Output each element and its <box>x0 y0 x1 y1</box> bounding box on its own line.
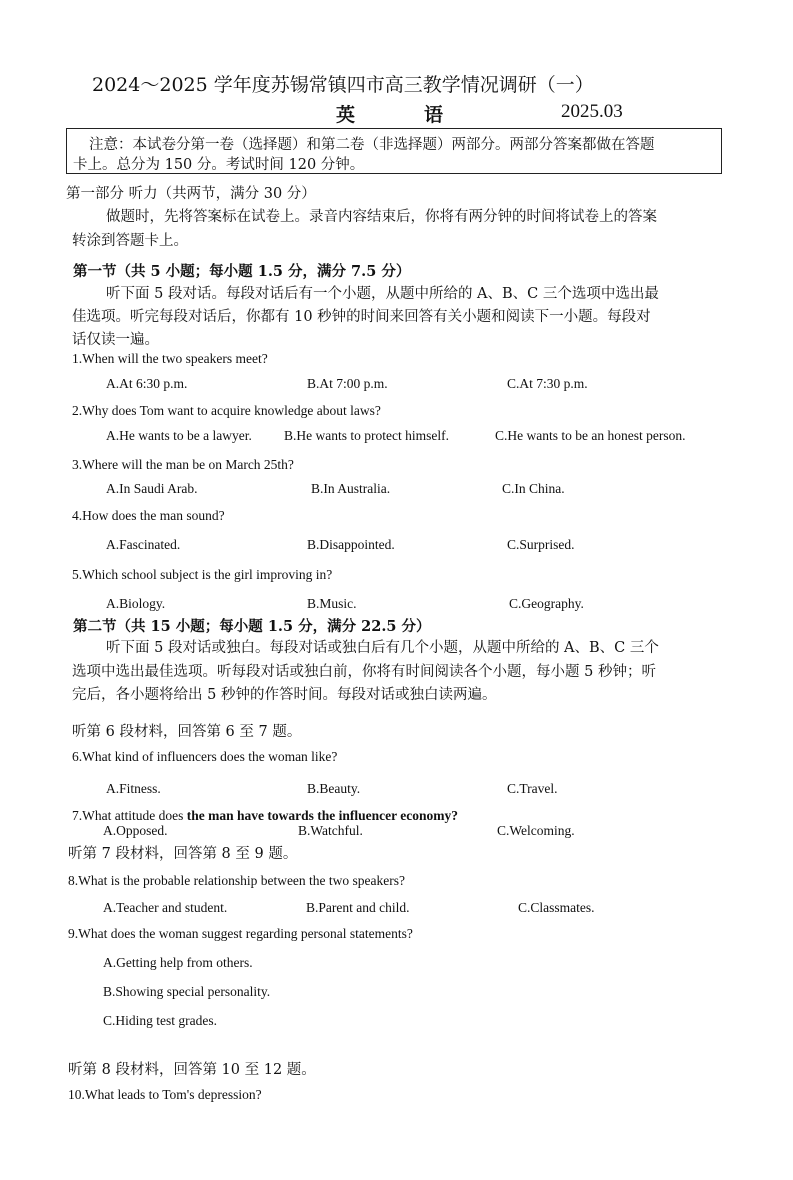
q8-option-c: C.Classmates. <box>518 900 595 915</box>
part1-heading: 第一部分 听力（共两节，满分 30 分） <box>66 186 316 202</box>
q7-stem-start: 7.What attitude does <box>72 808 187 823</box>
q7-stem-bold: the man have towards the influencer economy? <box>186 808 458 823</box>
q3-option-b: B.In Australia. <box>311 481 391 496</box>
section2-intro-2: 选项中选出最佳选项。听每段对话或独白前，你将有时间阅读各个小题，每小题 5 秒钟；听 <box>72 664 656 680</box>
material-8-label: 听第 8 段材料，回答第 10 至 12 题。 <box>68 1062 316 1078</box>
notice-line-1: 注意：本试卷分第一卷（选择题）和第二卷（非选择题）两部分。两部分答案都做在答题 <box>89 137 655 153</box>
q5-stem: 5.Which school subject is the girl improving in? <box>72 567 333 582</box>
q2-option-a: A.He wants to be a lawyer. <box>106 428 252 443</box>
exam-date: 2025.03 <box>561 101 623 122</box>
q8-option-b: B.Parent and child. <box>306 900 410 915</box>
section1-heading: 第一节（共 5 小题；每小题 1.5 分，满分 7.5 分） <box>73 263 411 280</box>
q3-stem: 3.Where will the man be on March 25th? <box>72 457 294 472</box>
q8-option-a: A.Teacher and student. <box>103 900 228 915</box>
section2-intro-3: 完后，各小题将给出 5 秒钟的作答时间。每段对话或独白读两遍。 <box>72 687 497 703</box>
q7-option-c: C.Welcoming. <box>497 823 575 838</box>
q4-stem: 4.How does the man sound? <box>72 508 225 523</box>
q9-option-a: A.Getting help from others. <box>103 955 253 970</box>
q4-option-a: A.Fascinated. <box>106 537 181 552</box>
q2-option-c: C.He wants to be an honest person. <box>495 428 686 443</box>
q5-option-a: A.Biology. <box>106 596 166 611</box>
section1-intro-3: 话仅读一遍。 <box>72 332 159 348</box>
q7-option-b: B.Watchful. <box>298 823 363 838</box>
q4-option-b: B.Disappointed. <box>307 537 395 552</box>
section2-heading: 第二节（共 15 小题；每小题 1.5 分，满分 22.5 分） <box>73 618 431 635</box>
q5-option-c: C.Geography. <box>509 596 584 611</box>
q2-stem: 2.Why does Tom want to acquire knowledge about laws? <box>72 403 381 418</box>
q1-option-a: A.At 6:30 p.m. <box>106 376 188 391</box>
section1-intro-1: 听下面 5 段对话。每段对话后有一个小题，从题中所给的 A、B、C 三个选项中选出最 <box>106 286 659 302</box>
q3-option-a: A.In Saudi Arab. <box>106 481 198 496</box>
subject-char-1: 英 <box>336 104 356 126</box>
exam-title: 2024～2025 学年度苏锡常镇四市高三教学情况调研（一） <box>92 74 594 96</box>
q1-stem: 1.When will the two speakers meet? <box>72 351 268 366</box>
q7-option-a: A.Opposed. <box>103 823 168 838</box>
q1-option-c: C.At 7:30 p.m. <box>507 376 588 391</box>
q10-stem: 10.What leads to Tom's depression? <box>68 1087 262 1102</box>
q7-stem <box>72 808 458 824</box>
q5-option-b: B.Music. <box>307 596 357 611</box>
q3-option-c: C.In China. <box>502 481 565 496</box>
part1-intro-2: 转涂到答题卡上。 <box>72 233 188 249</box>
q9-option-c: C.Hiding test grades. <box>103 1013 217 1028</box>
section2-intro-1: 听下面 5 段对话或独白。每段对话或独白后有几个小题，从题中所给的 A、B、C 三个 <box>106 640 659 656</box>
section1-intro-2: 佳选项。听完每段对话后，你都有 10 秒钟的时间来回答有关小题和阅读下一小题。每段对 <box>72 309 651 325</box>
q9-stem: 9.What does the woman suggest regarding personal statements? <box>68 926 413 941</box>
material-6-label: 听第 6 段材料，回答第 6 至 7 题。 <box>72 724 302 740</box>
notice-line-2: 卡上。总分为 150 分。考试时间 120 分钟。 <box>73 157 365 173</box>
part1-intro-1: 做题时，先将答案标在试卷上。录音内容结束后，你将有两分钟的时间将试卷上的答案 <box>106 209 657 225</box>
q6-stem: 6.What kind of influencers does the woman like? <box>72 749 338 764</box>
q6-option-a: A.Fitness. <box>106 781 161 796</box>
q1-option-b: B.At 7:00 p.m. <box>307 376 388 391</box>
q4-option-c: C.Surprised. <box>507 537 575 552</box>
q8-stem: 8.What is the probable relationship between the two speakers? <box>68 873 406 888</box>
material-7-label: 听第 7 段材料，回答第 8 至 9 题。 <box>68 846 298 862</box>
q6-option-b: B.Beauty. <box>307 781 361 796</box>
q2-option-b: B.He wants to protect himself. <box>284 428 449 443</box>
subject-char-2: 语 <box>424 104 444 126</box>
q9-option-b: B.Showing special personality. <box>103 984 271 999</box>
notice-box <box>66 128 722 174</box>
q6-option-c: C.Travel. <box>507 781 558 796</box>
